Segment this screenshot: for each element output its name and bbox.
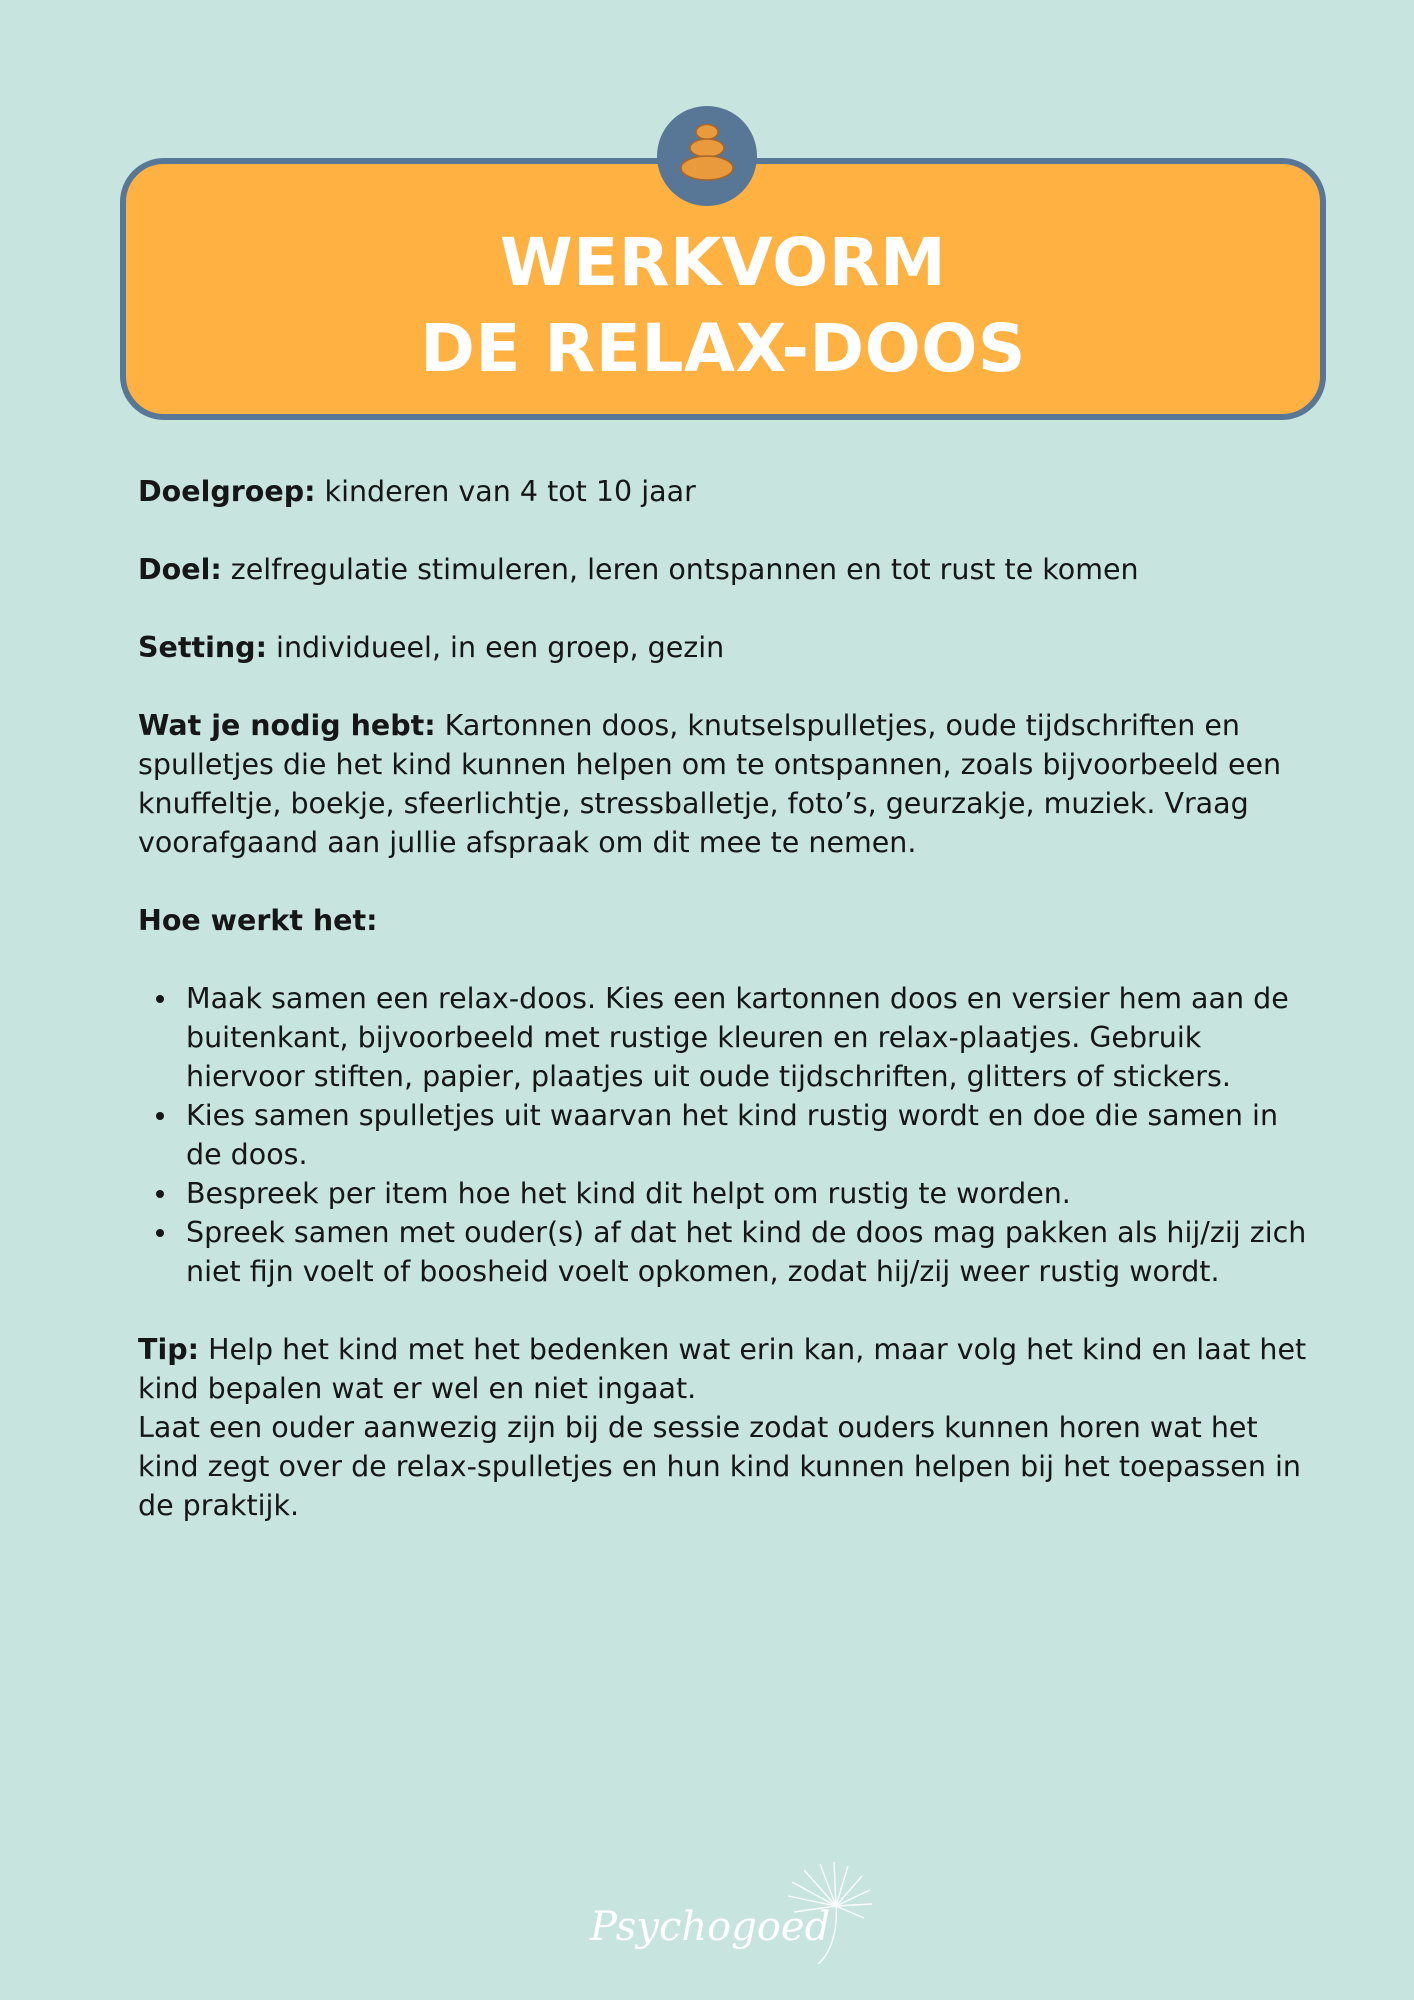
field-label: Setting: xyxy=(138,631,267,664)
list-item: Maak samen een relax-doos. Kies een kartonnen doos en versier hem aan de buitenkant, bijvoorbeeld met rustige kleuren en relax-plaatjes. Gebruik hiervoor stiften, papier, plaatjes uit oude tijdschriften, glitters of stickers. xyxy=(186,979,1308,1096)
field-label: Doel: xyxy=(138,553,222,586)
field-materials xyxy=(138,706,1308,862)
tip-label: Tip: xyxy=(138,1333,200,1366)
tip-section xyxy=(138,1330,1308,1525)
field-label: Wat je nodig hebt: xyxy=(138,709,436,742)
title-line-2: DE RELAX-DOOS xyxy=(420,310,1026,387)
title-line-1: WERKVORM xyxy=(499,224,947,301)
document-body xyxy=(138,472,1308,1564)
stacked-stones-icon xyxy=(657,106,757,206)
brand-logo xyxy=(590,1862,890,1972)
field-label: Doelgroep: xyxy=(138,475,316,508)
tip-line-1 xyxy=(138,1330,1308,1408)
field-value: individueel, in een groep, gezin xyxy=(266,631,725,664)
field-doelgroep xyxy=(138,472,1308,511)
how-it-works-title: Hoe werkt het: xyxy=(138,904,378,937)
field-setting xyxy=(138,628,1308,667)
field-value: kinderen van 4 tot 10 jaar xyxy=(315,475,696,508)
list-item: Bespreek per item hoe het kind dit helpt om rustig te worden. xyxy=(186,1174,1308,1213)
field-value: zelfregulatie stimuleren, leren ontspannen en tot rust te komen xyxy=(221,553,1139,586)
field-doel xyxy=(138,550,1308,589)
steps-list xyxy=(138,979,1308,1291)
tip-text: Help het kind met het bedenken wat erin kan, maar volg het kind en laat het kind bepalen wat er wel en niet ingaat. xyxy=(138,1333,1307,1405)
list-item: Spreek samen met ouder(s) af dat het kind de doos mag pakken als hij/zij zich niet fijn voelt of boosheid voelt opkomen, zodat hij/zij weer rustig wordt. xyxy=(186,1213,1308,1291)
tip-line-2: Laat een ouder aanwezig zijn bij de sessie zodat ouders kunnen horen wat het kind zegt over de relax-spulletjes en hun kind kunnen helpen bij het toepassen in de praktijk. xyxy=(138,1411,1301,1522)
page-title xyxy=(126,220,1320,392)
list-item: Kies samen spulletjes uit waarvan het kind rustig wordt en doe die samen in de doos. xyxy=(186,1096,1308,1174)
brand-name: Psychogoed xyxy=(590,1904,831,1950)
field-value: Kartonnen doos, knutselspulletjes, oude tijdschriften en spulletjes die het kind kunnen helpen om te ontspannen, zoals bijvoorbeeld een knuffeltje, boekje, sfeerlichtje, stressballetje, foto’s, geurzakje, muziek. Vraag voorafgaand aan jullie afspraak om dit mee te nemen. xyxy=(138,709,1282,859)
